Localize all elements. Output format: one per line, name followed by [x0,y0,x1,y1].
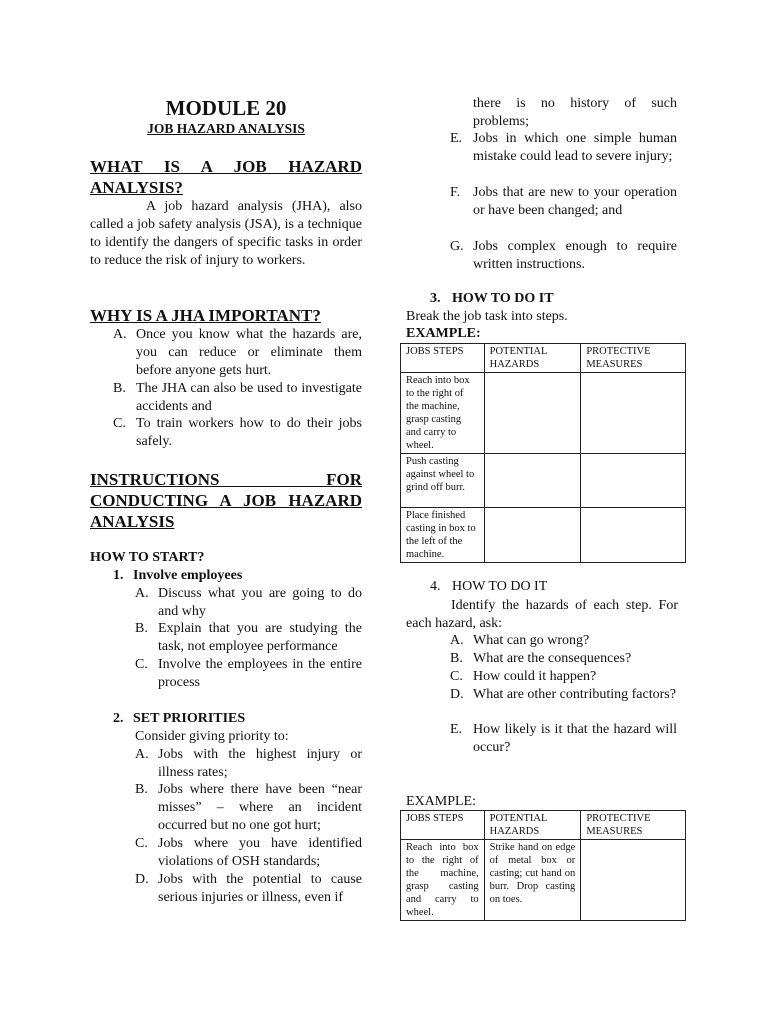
table-cell [484,454,581,508]
item-text: Jobs complex enough to require written instructions. [473,239,677,272]
item-text: What can go wrong? [473,633,590,648]
step3-label: 3. [430,291,441,306]
item-text: Explain that you are studying the task, not employee performance [158,621,362,654]
item-label: B. [135,621,148,636]
step3-title: HOW TO DO IT [452,291,554,306]
table-row [401,840,686,921]
table-cell [484,373,581,454]
table-cell [484,508,581,563]
item-label: B. [135,782,148,797]
item-text: Jobs with the potential to cause serious injuries or illness, even if [158,872,362,905]
table-cell: Strike hand on edge of metal box or casting; cut hand on burr. Drop casting on toes. [484,840,581,921]
list-item [450,721,677,757]
how-to-start-heading: HOW TO START? [90,550,205,565]
item-label: A. [113,327,127,342]
item-text: Involve the employees in the entire process [158,657,362,690]
instructions-heading-line3: ANALYSIS [90,512,175,531]
item-text: Jobs that are new to your operation or have been changed; and [473,185,677,218]
item-label: A. [135,747,149,762]
item-text: Jobs where you have identified violations of OSH standards; [158,836,362,869]
item-label: C. [450,669,463,684]
table-header: JOBS STEPS [401,811,485,840]
table-header: PROTECTIVE MEASURES [581,344,686,373]
item-text: Discuss what you are going to do and why [158,586,362,619]
why-heading: WHY IS A JHA IMPORTANT? [90,306,321,325]
list-item [113,326,362,380]
item-label: C. [135,836,148,851]
instructions-heading-line2: CONDUCTING A JOB HAZARD [90,491,362,510]
list-item [135,746,362,782]
step1-label: 1. [113,568,124,583]
step4-label: 4. [430,579,441,594]
list-item [450,650,677,668]
item-label: C. [113,416,126,431]
item-text: Jobs in which one simple human mistake could lead to severe injury; [473,131,677,164]
item-label: D. [135,872,149,887]
step4-body: Identify the hazards of each step. For each hazard, ask: [406,598,678,631]
item-text: What are the consequences? [473,651,632,666]
step2-title: SET PRIORITIES [133,711,246,726]
table-header: JOBS STEPS [401,344,485,373]
item-text: The JHA can also be used to investigate accidents and [136,381,362,414]
item-label: E. [450,722,463,737]
list-item [450,238,677,274]
item-label: E. [450,131,463,146]
table-row [401,508,686,563]
item-label: D. [450,687,464,702]
instructions-heading-line1: INSTRUCTIONS FOR [90,470,362,489]
item-label: B. [113,381,126,396]
list-item [450,184,677,220]
table-header: POTENTIAL HAZARDS [484,811,581,840]
list-item [450,686,677,704]
item-text: To train workers how to do their jobs safely. [136,416,362,449]
step1-heading [113,567,362,585]
list-item [135,620,362,656]
item-text: How could it happen? [473,669,597,684]
list-item [113,415,362,451]
step4-example-label: EXAMPLE: [406,794,476,809]
table-cell: Push casting against wheel to grind off burr. [401,454,485,508]
item-label: B. [450,651,463,666]
table-cell [581,840,686,921]
step2-intro: Consider giving priority to: [135,729,289,744]
table-header: PROTECTIVE MEASURES [581,811,686,840]
list-item [135,781,362,835]
list-item [450,668,677,686]
item-text: Jobs with the highest injury or illness rates; [158,747,362,780]
what-heading-line2: ANALYSIS? [90,178,183,197]
example-table-2 [400,810,686,921]
list-item [113,380,362,416]
table-cell [581,373,686,454]
list-item [450,632,677,650]
item-text: Jobs where there have been “near misses” – where an incident occurred but no one got hurt; [158,782,362,833]
item-label: C. [135,657,148,672]
step4-heading [430,578,680,596]
list-item [450,130,677,166]
step2-heading [113,710,362,728]
item-label: A. [135,586,149,601]
table-cell: Reach into box to the right of the machine, grasp casting and carry to wheel. [401,373,485,454]
step2-label: 2. [113,711,124,726]
table-row [401,454,686,508]
table-cell [581,454,686,508]
list-item [135,871,362,907]
item-label: G. [450,239,464,254]
module-title: MODULE 20 [165,96,287,120]
table-cell: Reach into box to the right of the machine, grasp casting and carry to wheel. [401,840,485,921]
step3-example-label: EXAMPLE: [406,326,481,341]
step3-heading [430,290,680,308]
item-text: What are other contributing factors? [473,687,676,702]
list-item [135,656,362,692]
table-header: POTENTIAL HAZARDS [484,344,581,373]
example-table-1 [400,343,686,563]
what-body: A job hazard analysis (JHA), also called a job safety analysis (JSA), is a technique to identify the dangers of specific tasks in order to reduce the risk of injury to workers. [90,199,362,268]
step4-title: HOW TO DO IT [452,579,548,594]
item-text: How likely is it that the hazard will occur? [473,722,677,755]
list-item [135,585,362,621]
step3-body: Break the job task into steps. [406,309,568,324]
table-row [401,373,686,454]
list-item [135,835,362,871]
module-subtitle: JOB HAZARD ANALYSIS [147,121,305,136]
table-cell: Place finished casting in box to the left of the machine. [401,508,485,563]
item-text: Once you know what the hazards are, you can reduce or eliminate them before anyone gets hurt. [136,327,362,378]
continued-text: there is no history of such problems; [473,96,677,129]
step1-title: Involve employees [133,568,243,583]
what-heading-line1: WHAT IS A JOB HAZARD [90,157,362,176]
item-label: A. [450,633,464,648]
item-label: F. [450,185,461,200]
table-cell [581,508,686,563]
